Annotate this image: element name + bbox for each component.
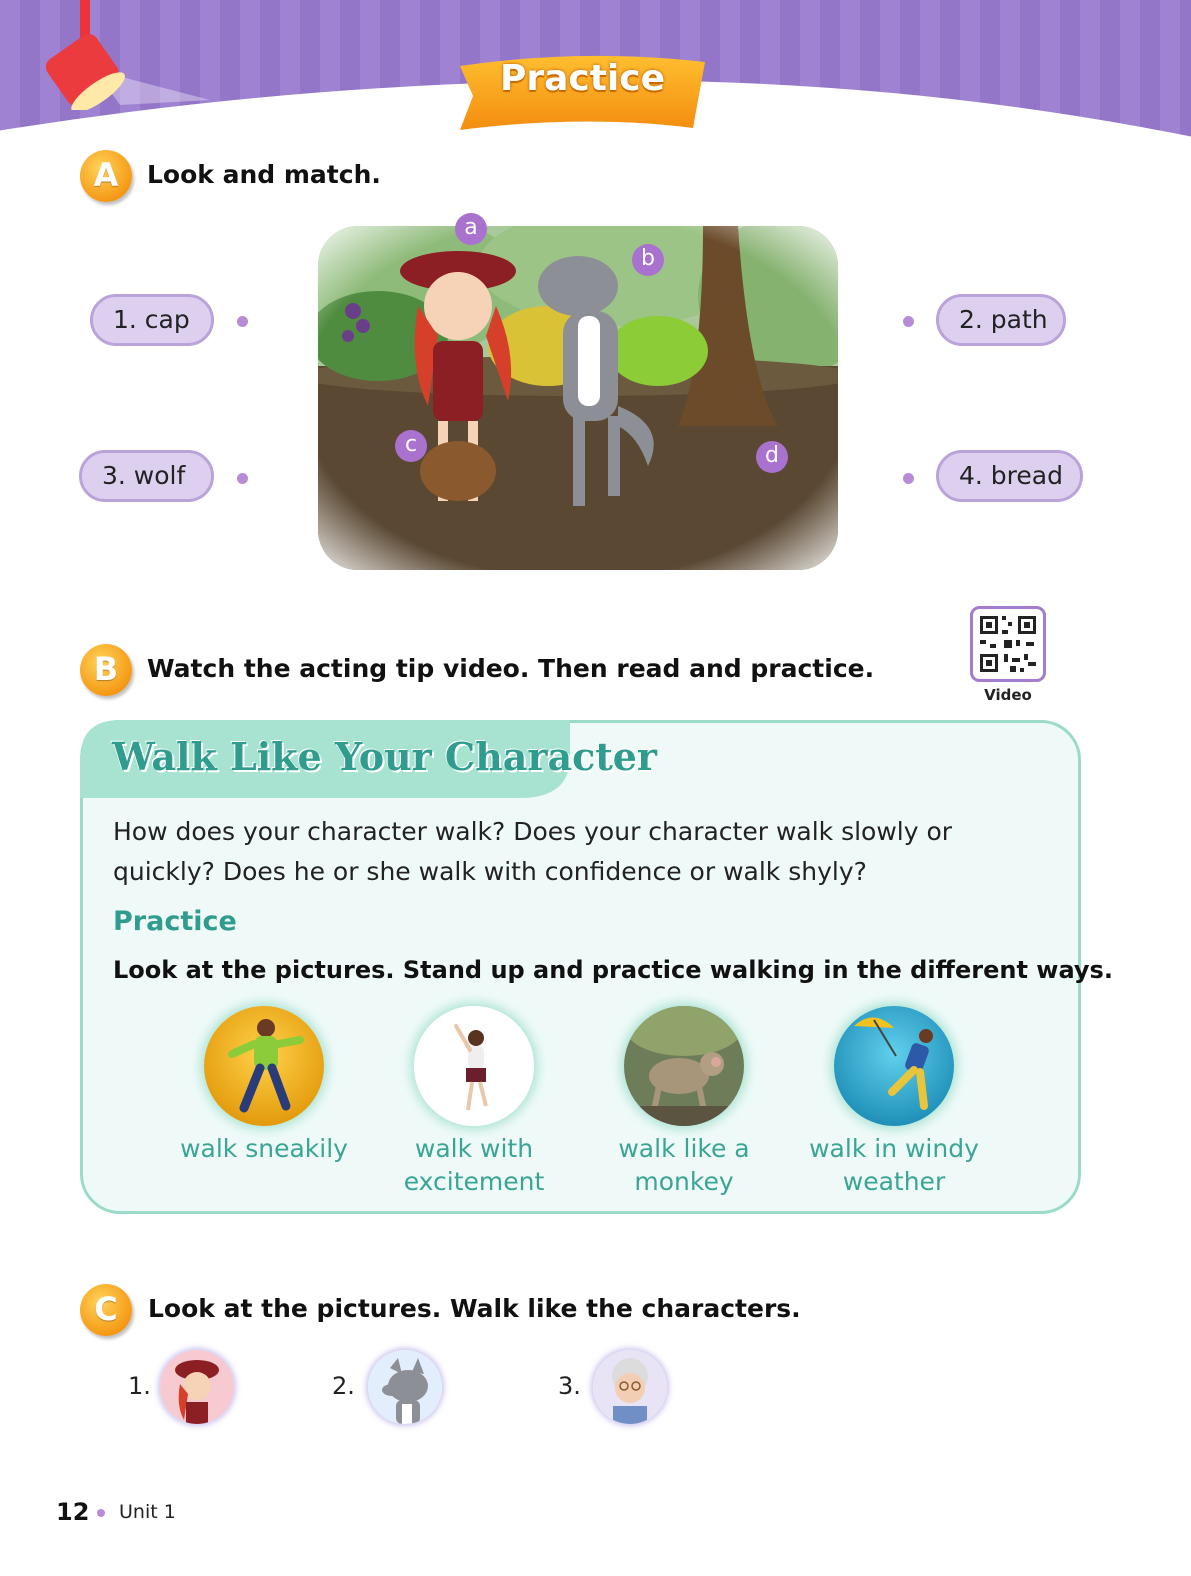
word-pill-path[interactable]: 2. path <box>936 294 1066 346</box>
character-number-3: 3. <box>558 1372 581 1400</box>
tip-title: Walk Like Your Character <box>112 734 657 779</box>
qr-video-label: Video <box>984 686 1032 704</box>
word-pill-bread[interactable]: 4. bread <box>936 450 1083 502</box>
walk-caption-3: walk like a monkey <box>618 1134 750 1196</box>
walk-like-monkey-photo <box>624 1006 744 1126</box>
match-dot-bread[interactable] <box>903 473 914 484</box>
walk-sneakily-photo <box>204 1006 324 1126</box>
page-title: Practice <box>499 58 666 99</box>
qr-code-icon[interactable] <box>970 606 1046 682</box>
forest-scene-illustration <box>318 226 838 570</box>
wolf-avatar <box>368 1350 442 1424</box>
walk-in-windy-weather-photo <box>834 1006 954 1126</box>
tip-practice-instruction: Look at the pictures. Stand up and practice walking in the different ways. <box>113 956 1113 984</box>
footer-dot <box>97 1509 105 1517</box>
section-c-badge: C <box>80 1284 132 1336</box>
character-number-1: 1. <box>128 1372 151 1400</box>
page-number: 12 <box>56 1498 90 1526</box>
spotlight-icon <box>20 0 220 110</box>
section-a-badge: A <box>80 150 132 202</box>
picture-label-b: b <box>632 244 664 276</box>
character-number-2: 2. <box>332 1372 355 1400</box>
walk-caption-4: walk in windy weather <box>809 1134 979 1196</box>
match-dot-wolf[interactable] <box>237 473 248 484</box>
tip-body-text: How does your character walk? Does your character walk slowly or quickly? Does he or she walk with confidence or walk shyly? <box>113 817 953 886</box>
section-a-instruction: Look and match. <box>147 160 381 189</box>
picture-label-d: d <box>756 441 788 473</box>
grandmother-avatar <box>593 1350 667 1424</box>
picture-label-a: a <box>455 213 487 245</box>
tip-practice-heading: Practice <box>113 906 237 937</box>
match-dot-cap[interactable] <box>237 316 248 327</box>
walk-caption-1: walk sneakily <box>180 1134 348 1163</box>
word-pill-cap[interactable]: 1. cap <box>90 294 214 346</box>
red-riding-hood-avatar <box>160 1350 234 1424</box>
section-b-instruction: Watch the acting tip video. Then read and practice. <box>147 654 875 683</box>
match-dot-path[interactable] <box>903 316 914 327</box>
unit-label: Unit 1 <box>119 1501 176 1523</box>
section-b-badge: B <box>80 644 132 696</box>
word-pill-wolf[interactable]: 3. wolf <box>79 450 214 502</box>
walk-caption-2: walk with excitement <box>403 1134 545 1196</box>
walk-with-excitement-photo <box>414 1006 534 1126</box>
section-c-instruction: Look at the pictures. Walk like the characters. <box>148 1294 801 1323</box>
picture-label-c: c <box>395 430 427 462</box>
